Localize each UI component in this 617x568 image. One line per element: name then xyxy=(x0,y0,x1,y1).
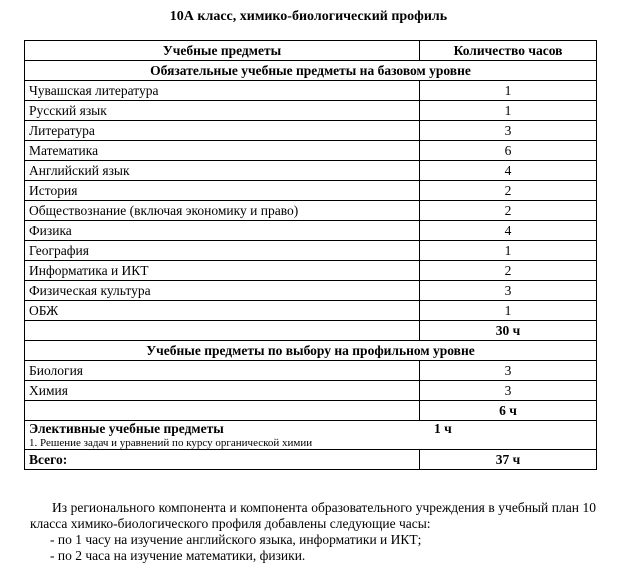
section-header-row xyxy=(25,341,597,361)
notes-item: - по 1 часу на изучение английского языка, информатики и ИКТ; xyxy=(50,532,422,547)
document-title: 10А класс, химико-биологический профиль xyxy=(169,9,448,24)
section-title-basic: Обязательные учебные предметы на базовом уровне xyxy=(25,61,597,81)
notes-text: Из регионального компонента и компонента образовательного учреждения в учебный план 10 класса химико-биологического профиля добавлены следующие часы: xyxy=(30,500,596,531)
hours-cell: 6 xyxy=(420,141,597,161)
hours-cell: 3 xyxy=(420,361,597,381)
section-header-row xyxy=(25,61,597,81)
hours-cell: 2 xyxy=(420,181,597,201)
section2-total-row xyxy=(25,401,597,421)
subject-cell: Русский язык xyxy=(25,101,420,121)
hours-cell: 1 xyxy=(420,81,597,101)
table-row xyxy=(25,81,597,101)
hours-cell: 3 xyxy=(420,381,597,401)
table-row xyxy=(25,241,597,261)
subject-cell: Чувашская литература xyxy=(25,81,420,101)
header-hours: Количество часов xyxy=(420,41,597,61)
hours-cell: 2 xyxy=(420,261,597,281)
subject-cell: География xyxy=(25,241,420,261)
curriculum-table xyxy=(24,40,597,470)
table-row xyxy=(25,301,597,321)
table-row xyxy=(25,221,597,241)
table-row xyxy=(25,381,597,401)
hours-cell: 1 xyxy=(420,241,597,261)
hours-cell: 2 xyxy=(420,201,597,221)
subject-cell: Информатика и ИКТ xyxy=(25,261,420,281)
section-total: 6 ч xyxy=(420,401,597,421)
hours-cell: 1 xyxy=(420,101,597,121)
header-subjects: Учебные предметы xyxy=(25,41,420,61)
notes-paragraph xyxy=(30,500,596,564)
subject-cell: Физика xyxy=(25,221,420,241)
grand-total-label: Всего: xyxy=(25,450,420,470)
table-row xyxy=(25,361,597,381)
grand-total-row xyxy=(25,450,597,470)
subject-cell: Обществознание (включая экономику и право) xyxy=(25,201,420,221)
subject-cell: Физическая культура xyxy=(25,281,420,301)
subject-cell: История xyxy=(25,181,420,201)
table-row xyxy=(25,101,597,121)
empty-cell xyxy=(25,321,420,341)
hours-cell: 4 xyxy=(420,161,597,181)
subject-cell: Английский язык xyxy=(25,161,420,181)
subject-cell: Химия xyxy=(25,381,420,401)
section-total: 30 ч xyxy=(420,321,597,341)
table-row xyxy=(25,141,597,161)
subject-cell: Литература xyxy=(25,121,420,141)
hours-cell: 1 xyxy=(420,301,597,321)
subject-cell: Математика xyxy=(25,141,420,161)
table-row xyxy=(25,161,597,181)
elective-row xyxy=(25,421,597,450)
table-row xyxy=(25,121,597,141)
section-title-profile: Учебные предметы по выбору на профильном уровне xyxy=(25,341,597,361)
elective-item: 1. Решение задач и уравнений по курсу органической химии xyxy=(29,437,313,449)
notes-item: - по 2 часа на изучение математики, физики. xyxy=(50,548,306,563)
table-row xyxy=(25,201,597,221)
section1-total-row xyxy=(25,321,597,341)
hours-cell: 3 xyxy=(420,281,597,301)
elective-cell xyxy=(25,421,597,450)
elective-hours: 1 ч xyxy=(434,421,452,436)
hours-cell: 3 xyxy=(420,121,597,141)
table-row xyxy=(25,261,597,281)
table-header-row xyxy=(25,41,597,61)
table-row xyxy=(25,181,597,201)
empty-cell xyxy=(25,401,420,421)
hours-cell: 4 xyxy=(420,221,597,241)
subject-cell: Биология xyxy=(25,361,420,381)
elective-title: Элективные учебные предметы xyxy=(29,421,224,436)
table-row xyxy=(25,281,597,301)
grand-total-hours: 37 ч xyxy=(420,450,597,470)
subject-cell: ОБЖ xyxy=(25,301,420,321)
